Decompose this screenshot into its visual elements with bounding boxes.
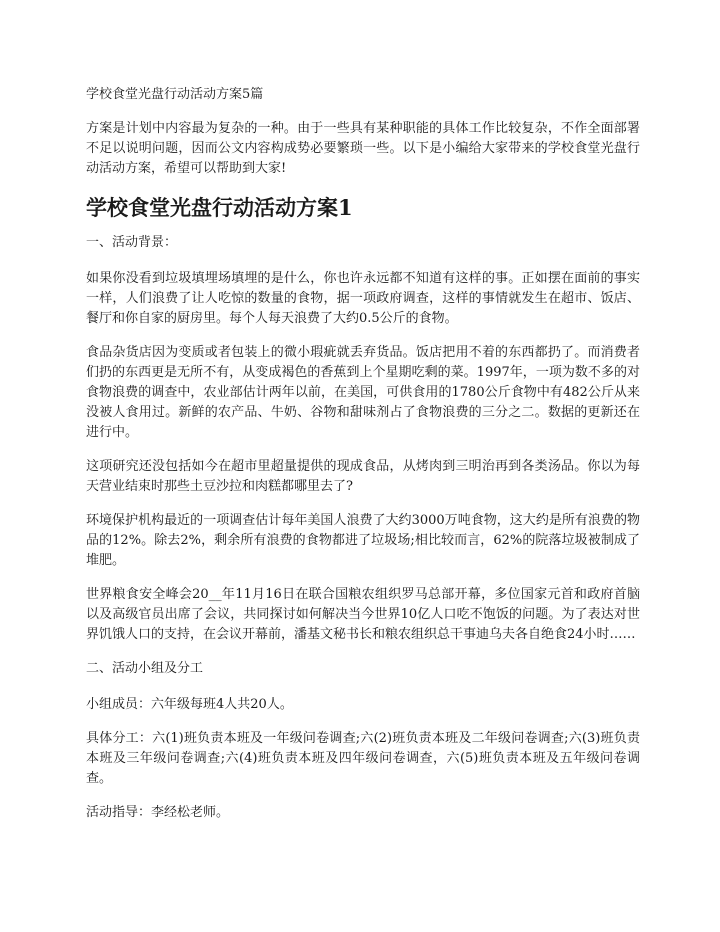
guidance-paragraph: 活动指导：李经松老师。 [86,805,230,820]
section-heading: 学校食堂光盘行动活动方案1 [86,195,353,220]
body-paragraph-4: 环境保护机构最近的一项调查估计每年美国人浪费了大约3000万吨食物，这大约是所有浪费的物品的12%。除去2%，剩余所有浪费的食物都进了垃圾场;相比较而言，62%的院落垃圾被制成了堆肥。 [86,513,640,568]
body-paragraph-3: 这项研究还没包括如今在超市里超量提供的现成食品，从烤肉到三明治再到各类汤品。你以为每天营业结束时那些土豆沙拉和肉糕都哪里去了? [86,459,640,494]
background-label: 一、活动背景： [86,235,178,250]
body-paragraph-1: 如果你没看到垃圾填埋场填埋的是什么，你也许永远都不知道有这样的事。正如摆在面前的事实一样，人们浪费了让人吃惊的数量的食物，据一项政府调查，这样的事情就发生在超市、饭店、餐厅和你自家的厨房里。每个人每天浪费了大约0.5公斤的食物。 [86,271,640,326]
body-paragraph-2: 食品杂货店因为变质或者包装上的微小瑕疵就丢弃货品。饭店把用不着的东西都扔了。而消费者们扔的东西更是无所不有，从变成褐色的香蕉到上个星期吃剩的菜。1997年，一项为数不多的对食物浪费的调查中，农业部估计两年以前，在美国，可供食用的1780公斤食物中有482公斤从来没被人食用过。新鲜的农产品、牛奶、谷物和甜味剂占了食物浪费的三分之二。数据的更新还在进行中。 [86,345,640,440]
division-paragraph: 具体分工：六(1)班负责本班及一年级问卷调查;六(2)班负责本班及二年级问卷调查;六(3)班负责本班及三年级问卷调查;六(4)班负责本班及四年级问卷调查，六(5)班负责本班及五年级问卷调查。 [86,731,640,786]
body-paragraph-5: 世界粮食安全峰会20__年11月16日在联合国粮农组织罗马总部开幕，多位国家元首和政府首脑以及高级官员出席了会议，共同探讨如何解决当今世界10亿人口吃不饱饭的问题。为了表达对世界饥饿人口的支持，在会议开幕前，潘基文秘书长和粮农组织总干事迪乌夫各自绝食24小时…… [86,587,640,642]
intro-paragraph: 方案是计划中内容最为复杂的一种。由于一些具有某种职能的具体工作比较复杂，不作全面部署不足以说明问题，因而公文内容构成势必要繁琐一些。以下是小编给大家带来的学校食堂光盘行动活动方案，希望可以帮助到大家! [86,121,640,176]
group-label: 二、活动小组及分工 [86,661,204,676]
document-title: 学校食堂光盘行动活动方案5篇 [86,87,264,102]
members-paragraph: 小组成员：六年级每班4人共20人。 [86,697,293,712]
document-content [86,119,640,837]
